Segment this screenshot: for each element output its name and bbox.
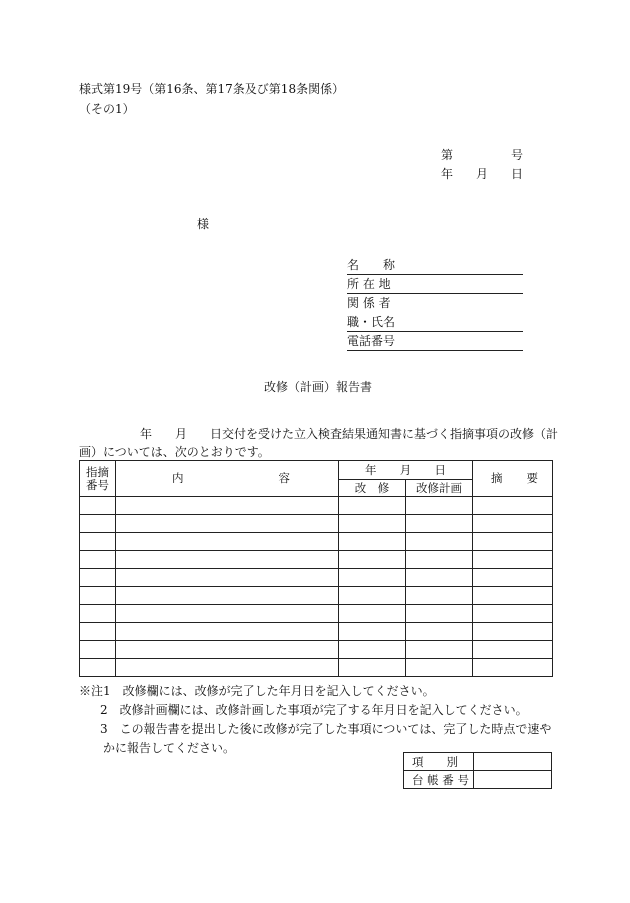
findings-table [79, 460, 553, 677]
cell-repair-plan[interactable] [406, 569, 473, 587]
body-month: 月 [175, 427, 188, 441]
table-row [80, 533, 553, 551]
cell-content[interactable] [116, 605, 339, 623]
header-date: 年 月 日 [339, 461, 473, 480]
cell-remarks[interactable] [473, 569, 553, 587]
table-row [80, 569, 553, 587]
cell-repair-plan[interactable] [406, 605, 473, 623]
header-remarks: 摘 要 [473, 461, 553, 497]
cell-content[interactable] [116, 497, 339, 515]
ledger-table [403, 752, 552, 789]
field-label: 電話番号 [347, 334, 396, 348]
header-repair-plan: 改修計画 [406, 480, 473, 497]
cell-repair[interactable] [339, 533, 406, 551]
field-label: 名 称 [347, 258, 396, 272]
cell-finding-number[interactable] [80, 551, 116, 569]
cell-finding-number[interactable] [80, 659, 116, 677]
cell-finding-number[interactable] [80, 533, 116, 551]
cell-remarks[interactable] [473, 533, 553, 551]
part-label: （その1） [79, 102, 135, 116]
notes [79, 682, 559, 758]
cell-repair[interactable] [339, 587, 406, 605]
table-row [80, 587, 553, 605]
note-2: 2 改修計画欄には、改修計画した事項が完了する年月日を記入してください。 [100, 703, 528, 717]
field-label: 所 在 地 [347, 277, 391, 291]
cell-content[interactable] [116, 533, 339, 551]
header-finding-number: 指摘番号 [80, 461, 116, 497]
cell-finding-number[interactable] [80, 497, 116, 515]
table-row [80, 515, 553, 533]
number-prefix: 第 [441, 148, 454, 162]
field-label: 関 係 者 [347, 296, 391, 310]
cell-repair[interactable] [339, 605, 406, 623]
cell-content[interactable] [116, 641, 339, 659]
cell-remarks[interactable] [473, 659, 553, 677]
field-phone [347, 332, 523, 351]
document-title: 改修（計画）報告書 [264, 380, 373, 394]
cell-repair[interactable] [339, 551, 406, 569]
body-line2: 画）については、次のとおりです。 [79, 445, 270, 459]
cell-repair-plan[interactable] [406, 641, 473, 659]
cell-repair[interactable] [339, 659, 406, 677]
addressee-suffix: 様 [197, 217, 210, 231]
cell-content[interactable] [116, 515, 339, 533]
cell-finding-number[interactable] [80, 569, 116, 587]
cell-remarks[interactable] [473, 515, 553, 533]
table-row [80, 551, 553, 569]
cell-repair-plan[interactable] [406, 515, 473, 533]
ledger-category-label: 項 別 [404, 753, 474, 771]
note-3: 3 この報告書を提出した後に改修が完了した事項については、完了した時点で速や [100, 722, 552, 736]
header-repair: 改 修 [339, 480, 406, 497]
cell-content[interactable] [116, 587, 339, 605]
cell-repair-plan[interactable] [406, 623, 473, 641]
form-label: 様式第19号（第16条、第17条及び第18条関係） [79, 82, 345, 96]
cell-content[interactable] [116, 659, 339, 677]
cell-remarks[interactable] [473, 623, 553, 641]
field-name [347, 256, 523, 275]
date-year: 年 [441, 167, 454, 181]
field-position-name [347, 313, 523, 332]
table-row [80, 641, 553, 659]
field-address [347, 275, 523, 294]
ledger-number-label: 台 帳 番 号 [404, 771, 474, 789]
cell-repair-plan[interactable] [406, 497, 473, 515]
cell-repair-plan[interactable] [406, 551, 473, 569]
cell-finding-number[interactable] [80, 641, 116, 659]
cell-repair-plan[interactable] [406, 659, 473, 677]
note-3-continued: かに報告してください。 [103, 741, 236, 755]
cell-finding-number[interactable] [80, 587, 116, 605]
cell-finding-number[interactable] [80, 515, 116, 533]
cell-repair-plan[interactable] [406, 587, 473, 605]
header-content: 内 容 [116, 461, 339, 497]
cell-repair[interactable] [339, 569, 406, 587]
cell-repair[interactable] [339, 641, 406, 659]
body-line1: 日交付を受けた立入検査結果通知書に基づく指摘事項の改修（計 [210, 427, 559, 441]
note-1: ※注1 改修欄には、改修が完了した年月日を記入してください。 [79, 684, 435, 698]
cell-content[interactable] [116, 551, 339, 569]
table-row [80, 623, 553, 641]
cell-content[interactable] [116, 569, 339, 587]
number-suffix: 号 [511, 148, 524, 162]
cell-content[interactable] [116, 623, 339, 641]
cell-remarks[interactable] [473, 641, 553, 659]
cell-repair[interactable] [339, 515, 406, 533]
cell-finding-number[interactable] [80, 605, 116, 623]
date-month: 月 [476, 167, 489, 181]
cell-remarks[interactable] [473, 551, 553, 569]
table-row [80, 605, 553, 623]
cell-finding-number[interactable] [80, 623, 116, 641]
table-row [80, 659, 553, 677]
table-row [80, 497, 553, 515]
field-label: 職・氏名 [347, 315, 396, 329]
cell-repair[interactable] [339, 623, 406, 641]
cell-repair[interactable] [339, 497, 406, 515]
date-day: 日 [511, 167, 524, 181]
field-related-party [347, 294, 523, 312]
body-year: 年 [140, 427, 153, 441]
cell-remarks[interactable] [473, 605, 553, 623]
cell-remarks[interactable] [473, 497, 553, 515]
cell-repair-plan[interactable] [406, 533, 473, 551]
ledger-category-value[interactable] [474, 753, 552, 771]
cell-remarks[interactable] [473, 587, 553, 605]
ledger-number-value[interactable] [474, 771, 552, 789]
